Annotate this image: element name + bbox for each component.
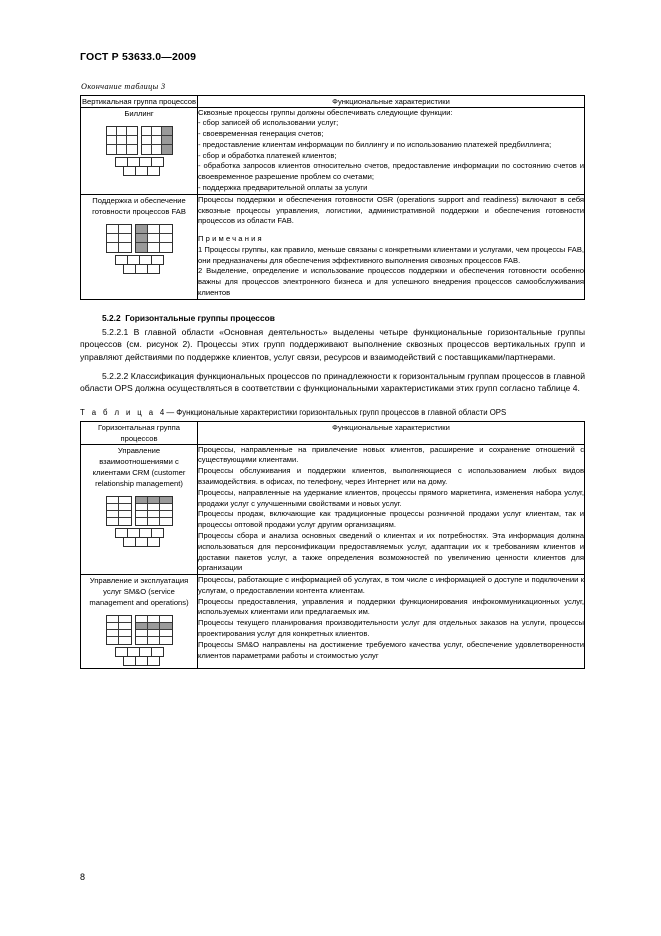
table-row-header — [81, 95, 585, 107]
section-heading — [80, 313, 585, 323]
desc-line: Процессы, направленные на удержание клиентов, процессы прямого маркетинга, изменения набора услуг, продажи услуг с улучшенными свойствами и новых услуг. — [198, 487, 584, 508]
table4-row2-group-cell — [81, 575, 198, 669]
desc-line: - обработка запросов клиентов относительно счетов, предоставление информации по состоянию счетов и своевременное разрешение проблем со счетами; — [198, 161, 584, 182]
table3-header-col1: Вертикальная группа процессов — [81, 96, 197, 106]
table4-label-number: 4 — [159, 407, 165, 417]
table4-row1-group-label: Управление взаимоотношениями с клиентами CRM (customer relationship management) — [92, 445, 186, 488]
table3-header-col2: Функциональные характеристики — [198, 95, 585, 107]
table3-row1-description — [198, 107, 585, 194]
desc-line: - сбор записей об использовании услуг; — [198, 118, 339, 128]
desc-line: Процессы, работающие с информацией об услугах, в том числе с информацией о доступе и подключении к услугам, о предоставлении контента клиентам. — [198, 575, 584, 595]
section-heading-title: Горизонтальные группы процессов — [125, 312, 275, 323]
desc-line: - поддержка предварительной оплаты за услуги — [198, 183, 368, 193]
table4-row1-group-cell — [81, 444, 198, 574]
desc-line: Процессы продаж, включающие как традиционные процессы розничной продажи услуг клиентам, так и процессы оптовой продажи услуг другим организациям. — [198, 509, 584, 530]
process-map-smo-icon — [102, 615, 176, 666]
table-row — [81, 444, 585, 574]
table4-label — [80, 408, 585, 417]
desc-line: Сквозные процессы группы должны обеспечивать следующие функции: — [198, 107, 453, 117]
note-line: 1 Процессы группы, как правило, меньше связаны с конкретными клиентами и услугами, чем процессы FAB, они предназначены для обеспечения эффективного выполнения сквозных процессов FAB. — [198, 244, 584, 265]
paragraph-5-2-2-1: 5.2.2.1 В главной области «Основная деятельность» выделены четыре функциональные горизонтальные группы процессов (см. рисунок 2). Процессы этих групп поддерживают выполнение сквозных процессов вертикальных групп и управляют действиями по поддержке клиентов, услуг связи, ресурсов и взаимодействий с поставщиками/партнерами. — [80, 326, 585, 362]
table3-row1-group-label: Биллинг — [124, 108, 154, 118]
table4-label-text: — Функциональные характеристики горизонтальных групп процессов в главной области OPS — [166, 407, 507, 417]
page-number: 8 — [80, 872, 86, 882]
process-map-billing-icon — [102, 126, 176, 176]
notes-title: Примечания — [198, 234, 264, 244]
section-heading-number: 5.2.2 — [102, 312, 121, 323]
desc-line: Процессы сбора и анализа основных сведений о клиентах и их потребностях. Эта информация должна использоваться для персонификации предоставляемых услуг, адаптации их к требованиям клиентов и доставки пакетов услуг, а также определения возможностей по увеличению ценности клиентов для организации — [198, 530, 584, 573]
page-content — [80, 52, 585, 669]
table4-header-col2: Функциональные характеристики — [198, 421, 585, 444]
table-row-header — [81, 421, 585, 444]
table3-row2-description — [198, 194, 585, 299]
process-map-crm-icon — [102, 496, 176, 547]
process-map-fab-icon — [102, 224, 176, 274]
table3-row1-group-cell — [81, 107, 198, 194]
desc-line: Процессы обслуживания и поддержки клиентов, выполняющиеся с использованием любых видов взаимодействия. в офисах, по телефону, через Интернет или на дому. — [198, 466, 584, 487]
table4-row2-description — [198, 575, 585, 669]
table4-row2-group-label: Управление и эксплуатация услуг SM&O (service management and operations) — [89, 576, 189, 608]
desc-line: Процессы SM&O направлены на достижение требуемого качества услуг, обеспечение удовлетворенности клиентов параметрами работы и стоимостью услуг — [198, 639, 584, 660]
table-3 — [80, 95, 585, 300]
table4-row1-description — [198, 444, 585, 574]
table-4 — [80, 421, 585, 669]
table4-label-prefix: Т а б л и ц а — [80, 407, 156, 417]
desc-line: Процессы поддержки и обеспечения готовности OSR (operations support and readiness) включают в себя сквозные процессы управления, логистики, административной поддержки и обеспечения готовности процессов из области FAB. — [198, 194, 584, 226]
table-row — [81, 575, 585, 669]
table4-header-col1: Горизонтальная группа процессов — [81, 421, 198, 444]
desc-line: - сбор и обработка платежей клиентов; — [198, 150, 337, 160]
desc-line: - предоставление клиентам информации по биллингу и по использованию платежей предбиллинга; — [198, 139, 552, 149]
standard-number-heading: ГОСТ Р 53633.0—2009 — [80, 51, 197, 63]
table3-continuation-label: Окончание таблицы 3 — [81, 81, 166, 91]
desc-line: - своевременная генерация счетов; — [198, 129, 324, 139]
desc-line: Процессы текущего планирования производительности услуг для отдельных заказов на услуги, процессы проектирования услуг для конкретных клиентов. — [198, 618, 584, 638]
desc-line: Процессы предоставления, управления и поддержки функционирования инфокоммуникационных услуг, используемых клиентами или предлагаемых им. — [198, 596, 584, 617]
table-row — [81, 194, 585, 299]
paragraph-5-2-2-2: 5.2.2.2 Классификация функциональных процессов по принадлежности к горизонтальным группам процессов в главной области OPS должна осуществляться в соответствии с функциональными характеристиками этих групп согласно таблице 4. — [80, 370, 585, 394]
table-row — [81, 107, 585, 194]
note-line: 2 Выделение, определение и использование процессов поддержки и обеспечения готовности особенно важны для процессов электронного бизнеса и для успешного внедрения процессов самообслуживания клиентов — [198, 266, 584, 298]
table3-row2-group-cell — [81, 194, 198, 299]
table3-row2-group-label: Поддержка и обеспечение готовности процессов FAB — [92, 195, 186, 216]
desc-line: Процессы, направленные на привлечение новых клиентов, расширение и сохранение отношений с существующими клиентами. — [198, 444, 584, 465]
